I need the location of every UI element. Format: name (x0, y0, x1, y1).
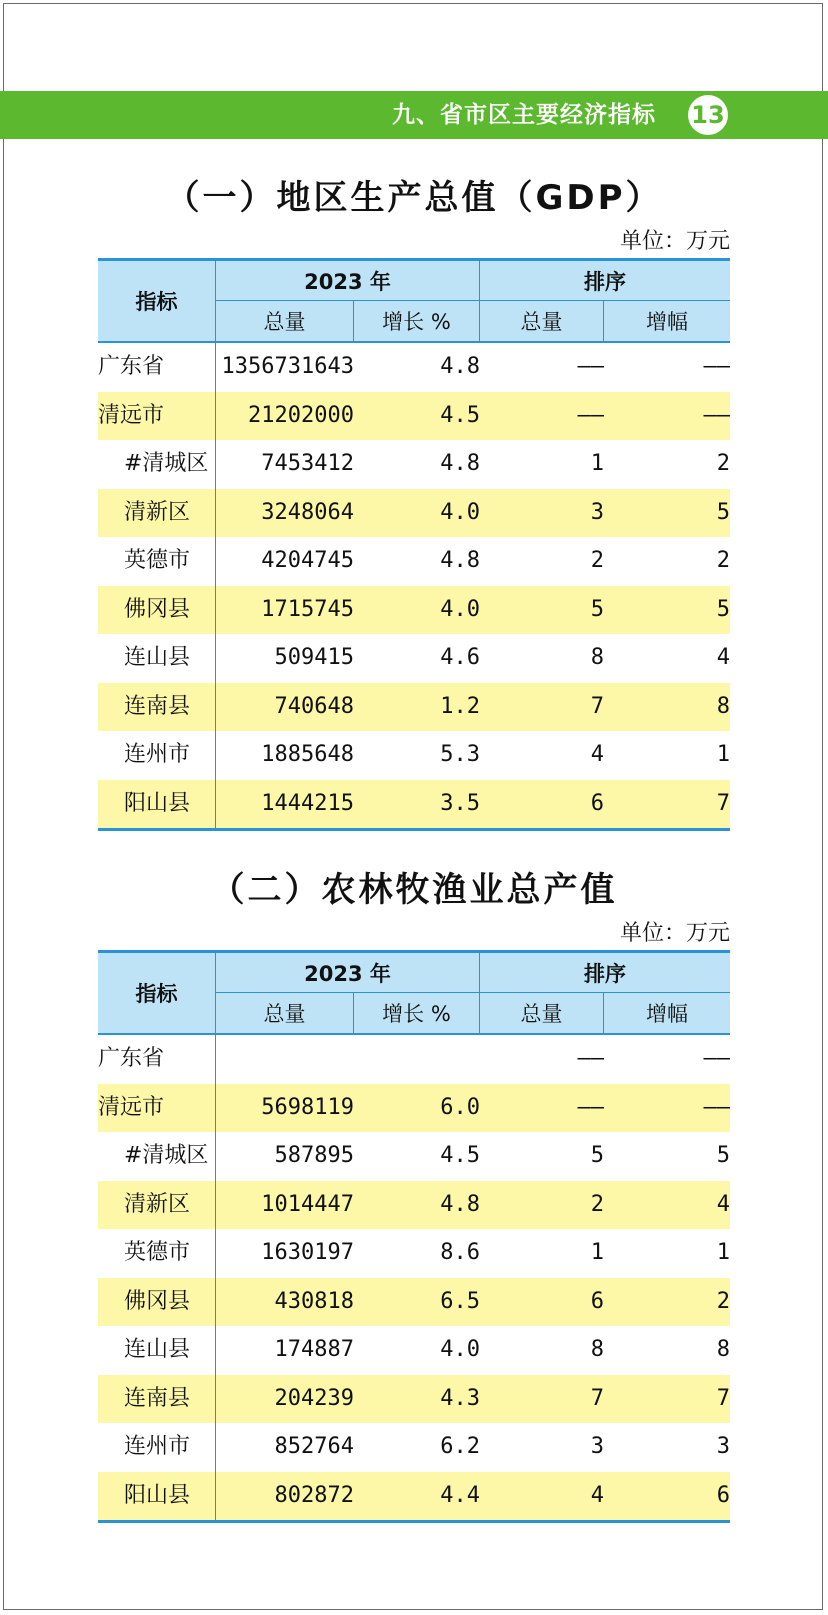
region-name: 连南县 (98, 1375, 216, 1424)
region-name: 连南县 (98, 683, 216, 732)
chapter-title: 九、省市区主要经济指标 (392, 102, 656, 128)
header-rank-growth: 增幅 (646, 1002, 688, 1026)
cell-rank-total: 6 (590, 790, 604, 816)
region-name: 清远市 (98, 392, 216, 441)
cell-rank-total: 7 (590, 693, 604, 719)
header-year: 2023 年 (216, 953, 480, 993)
cell-rank-total: 2 (590, 1191, 604, 1217)
cell-rank-total: 8 (590, 1337, 604, 1362)
cell-rank-growth: —— (703, 1046, 730, 1071)
cell-total: 740648 (274, 693, 354, 719)
cell-total: 587895 (274, 1143, 354, 1168)
table-row (98, 1472, 730, 1521)
header-index: 指标 (98, 953, 216, 1033)
agri-section-title: （二）农林牧渔业总产值 (210, 870, 618, 910)
region-name: 佛冈县 (98, 1278, 216, 1327)
cell-growth: 6.2 (440, 1434, 480, 1459)
cell-rank-growth: 5 (716, 596, 730, 622)
chapter-banner (0, 91, 828, 139)
cell-rank-total: 5 (590, 1143, 604, 1168)
agri-unit-label: 单位：万元 (619, 921, 730, 946)
header-growth: 增长 % (354, 301, 480, 341)
cell-rank-growth: 8 (716, 1337, 730, 1362)
region-name: 英德市 (98, 537, 216, 586)
cell-total (216, 1035, 354, 1084)
cell-rank-growth: 8 (716, 693, 730, 719)
table-row (98, 1423, 730, 1472)
cell-total: 5698119 (261, 1094, 354, 1120)
gdp-table (98, 258, 730, 831)
cell-rank-total: 1 (590, 451, 604, 476)
table-row (98, 1181, 730, 1230)
cell-total: 1014447 (261, 1191, 354, 1217)
region-name: 连州市 (98, 731, 216, 780)
cell-growth: 4.0 (440, 1337, 480, 1362)
cell-rank-growth: 1 (716, 1240, 730, 1265)
region-name: 清新区 (98, 489, 216, 538)
cell-rank-total: 3 (590, 1434, 604, 1459)
table-row (98, 586, 730, 635)
cell-growth: 4.5 (440, 1143, 480, 1168)
cell-total: 430818 (274, 1288, 354, 1314)
region-name: 清新区 (98, 1181, 216, 1230)
cell-rank-total: 8 (590, 645, 604, 670)
cell-rank-total: —— (577, 402, 604, 428)
table-row (98, 1035, 730, 1084)
cell-growth: 4.5 (440, 402, 480, 428)
gdp-section-title: （一）地区生产总值（GDP） (165, 178, 663, 218)
table-row (98, 440, 730, 489)
region-name: 佛冈县 (98, 586, 216, 635)
cell-rank-growth: —— (703, 402, 730, 428)
region-name: 连州市 (98, 1423, 216, 1472)
cell-rank-growth: —— (703, 354, 730, 379)
cell-rank-growth: 1 (716, 742, 730, 767)
cell-rank-total: 1 (590, 1240, 604, 1265)
cell-rank-total: 2 (590, 548, 604, 573)
header-rank: 排序 (480, 953, 730, 993)
cell-growth: 3.5 (440, 790, 480, 816)
cell-growth: 8.6 (440, 1240, 480, 1265)
header-rank: 排序 (480, 261, 730, 301)
cell-growth (354, 1035, 480, 1084)
table-row (98, 1132, 730, 1181)
region-name: 阳山县 (98, 1472, 216, 1521)
cell-rank-growth: 2 (716, 1288, 730, 1314)
cell-rank-growth: 3 (716, 1434, 730, 1459)
cell-total: 802872 (274, 1482, 354, 1508)
region-name: 广东省 (98, 343, 216, 392)
header-growth: 增长 % (354, 993, 480, 1033)
cell-growth: 4.6 (440, 645, 480, 670)
cell-total: 1356731643 (221, 354, 354, 379)
table-row (98, 1084, 730, 1133)
cell-rank-growth: 5 (716, 1143, 730, 1168)
cell-rank-growth: 4 (716, 1191, 730, 1217)
agri-table (98, 950, 730, 1523)
header-total: 总量 (216, 301, 354, 341)
cell-total: 21202000 (248, 402, 354, 428)
cell-rank-total: 5 (590, 596, 604, 622)
cell-total: 174887 (274, 1337, 354, 1362)
cell-rank-total: —— (577, 1094, 604, 1120)
cell-rank-total: 6 (590, 1288, 604, 1314)
region-name: 连山县 (98, 1326, 216, 1375)
cell-growth: 6.0 (440, 1094, 480, 1120)
header-rank-total: 总量 (480, 993, 604, 1033)
cell-total: 509415 (274, 645, 354, 670)
table-row (98, 731, 730, 780)
region-name: #清城区 (98, 440, 216, 489)
region-name: #清城区 (98, 1132, 216, 1181)
table-body (98, 343, 730, 828)
cell-rank-total: 4 (590, 742, 604, 767)
cell-growth: 4.8 (440, 354, 480, 379)
cell-rank-total: —— (577, 354, 604, 379)
region-name: 连山县 (98, 634, 216, 683)
table-header (98, 261, 730, 343)
cell-total: 1444215 (261, 790, 354, 816)
table-row (98, 489, 730, 538)
table-row (98, 1375, 730, 1424)
cell-growth: 5.3 (440, 742, 480, 767)
cell-rank-growth: 7 (716, 1385, 730, 1411)
cell-total: 1630197 (261, 1240, 354, 1265)
cell-rank-total: 4 (590, 1482, 604, 1508)
cell-growth: 4.0 (440, 499, 480, 525)
cell-growth: 6.5 (440, 1288, 480, 1314)
header-rank-total: 总量 (480, 301, 604, 341)
table-body (98, 1035, 730, 1520)
cell-rank-growth: 2 (716, 451, 730, 476)
table-row (98, 634, 730, 683)
header-year: 2023 年 (216, 261, 480, 301)
header-index: 指标 (98, 261, 216, 341)
page-number-badge: 13 (688, 95, 728, 135)
cell-total: 852764 (274, 1434, 354, 1459)
cell-growth: 4.8 (440, 1191, 480, 1217)
region-name: 阳山县 (98, 780, 216, 829)
header-total: 总量 (216, 993, 354, 1033)
cell-total: 1885648 (261, 742, 354, 767)
gdp-unit-label: 单位：万元 (619, 229, 730, 254)
cell-growth: 4.8 (440, 451, 480, 476)
table-row (98, 537, 730, 586)
table-row (98, 683, 730, 732)
region-name: 清远市 (98, 1084, 216, 1133)
cell-growth: 4.4 (440, 1482, 480, 1508)
cell-growth: 1.2 (440, 693, 480, 719)
cell-rank-growth: —— (703, 1094, 730, 1120)
cell-total: 3248064 (261, 499, 354, 525)
cell-rank-growth: 5 (716, 499, 730, 525)
cell-rank-growth: 2 (716, 548, 730, 573)
cell-rank-total: —— (577, 1046, 604, 1071)
cell-growth: 4.0 (440, 596, 480, 622)
cell-rank-growth: 4 (716, 645, 730, 670)
table-header (98, 953, 730, 1035)
region-name: 广东省 (98, 1035, 216, 1084)
cell-rank-total: 7 (590, 1385, 604, 1411)
cell-total: 1715745 (261, 596, 354, 622)
header-rank-growth: 增幅 (646, 310, 688, 334)
cell-growth: 4.8 (440, 548, 480, 573)
table-row (98, 1326, 730, 1375)
table-row (98, 780, 730, 829)
table-row (98, 343, 730, 392)
cell-total: 7453412 (261, 451, 354, 476)
cell-total: 4204745 (261, 548, 354, 573)
region-name: 英德市 (98, 1229, 216, 1278)
table-row (98, 1229, 730, 1278)
table-row (98, 1278, 730, 1327)
cell-rank-growth: 6 (716, 1482, 730, 1508)
table-row (98, 392, 730, 441)
cell-rank-growth: 7 (716, 790, 730, 816)
cell-growth: 4.3 (440, 1385, 480, 1411)
cell-rank-total: 3 (590, 499, 604, 525)
cell-total: 204239 (274, 1385, 354, 1411)
